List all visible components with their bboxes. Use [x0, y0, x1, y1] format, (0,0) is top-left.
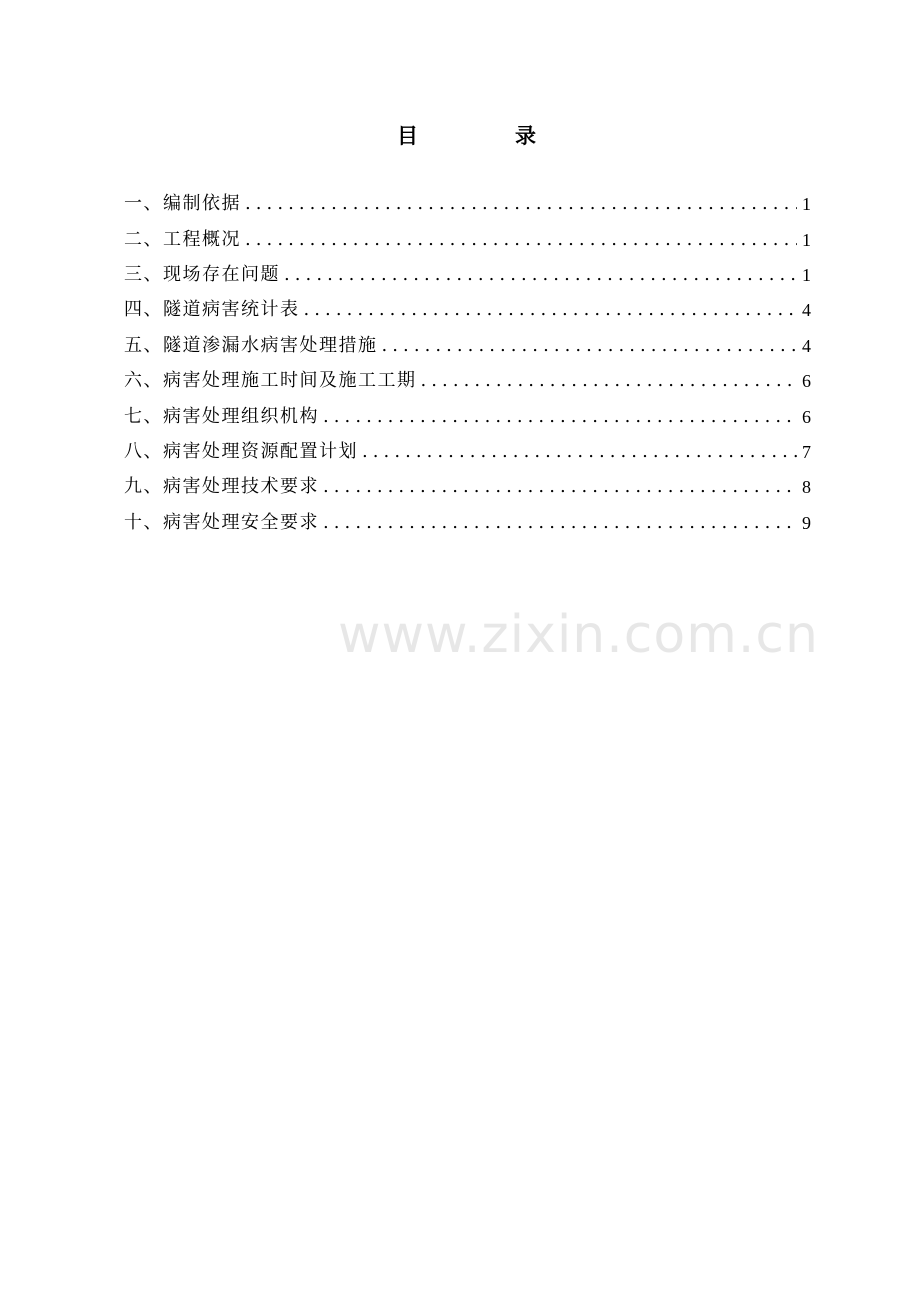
toc-entry-label: 一、编制依据	[124, 193, 241, 215]
toc-title	[0, 120, 920, 150]
dot-leader	[362, 441, 797, 463]
dot-leader	[245, 193, 797, 215]
toc-entry-page: 1	[802, 264, 811, 285]
toc-entry-page: 6	[802, 371, 811, 392]
toc-entry-label: 七、病害处理组织机构	[124, 405, 319, 427]
toc-entry-page: 7	[802, 441, 811, 462]
dot-leader	[323, 476, 797, 498]
toc-entry-page: 6	[802, 406, 811, 427]
toc-entry-page: 9	[802, 512, 811, 533]
dot-leader	[382, 335, 798, 357]
toc-entry-page: 1	[802, 229, 811, 250]
toc-title-char-1: 目	[397, 123, 418, 148]
dot-leader	[323, 512, 797, 534]
toc-entry-label: 六、病害处理施工时间及施工工期	[124, 370, 417, 392]
toc-entry-label: 四、隧道病害统计表	[124, 299, 300, 321]
toc-entry-label: 十、病害处理安全要求	[124, 511, 319, 533]
toc-entry-label: 八、病害处理资源配置计划	[124, 440, 358, 462]
dot-leader	[245, 229, 797, 251]
watermark: www.zixin.com.cn	[338, 605, 819, 665]
toc-entry-page: 8	[802, 477, 811, 498]
dot-leader	[323, 406, 797, 428]
toc-title-char-2: 录	[515, 123, 536, 148]
table-of-contents	[124, 193, 811, 547]
dot-leader	[304, 299, 798, 321]
toc-entry-label: 九、病害处理技术要求	[124, 476, 319, 498]
dot-leader	[284, 264, 797, 286]
dot-leader	[421, 370, 798, 392]
toc-entry-page: 4	[802, 335, 811, 356]
toc-entry-page: 4	[802, 300, 811, 321]
toc-entry-label: 二、工程概况	[124, 228, 241, 250]
toc-entry[interactable]	[124, 499, 811, 547]
toc-entry-page: 1	[802, 194, 811, 215]
toc-entry-label: 三、现场存在问题	[124, 263, 280, 285]
toc-entry-label: 五、隧道渗漏水病害处理措施	[124, 334, 378, 356]
